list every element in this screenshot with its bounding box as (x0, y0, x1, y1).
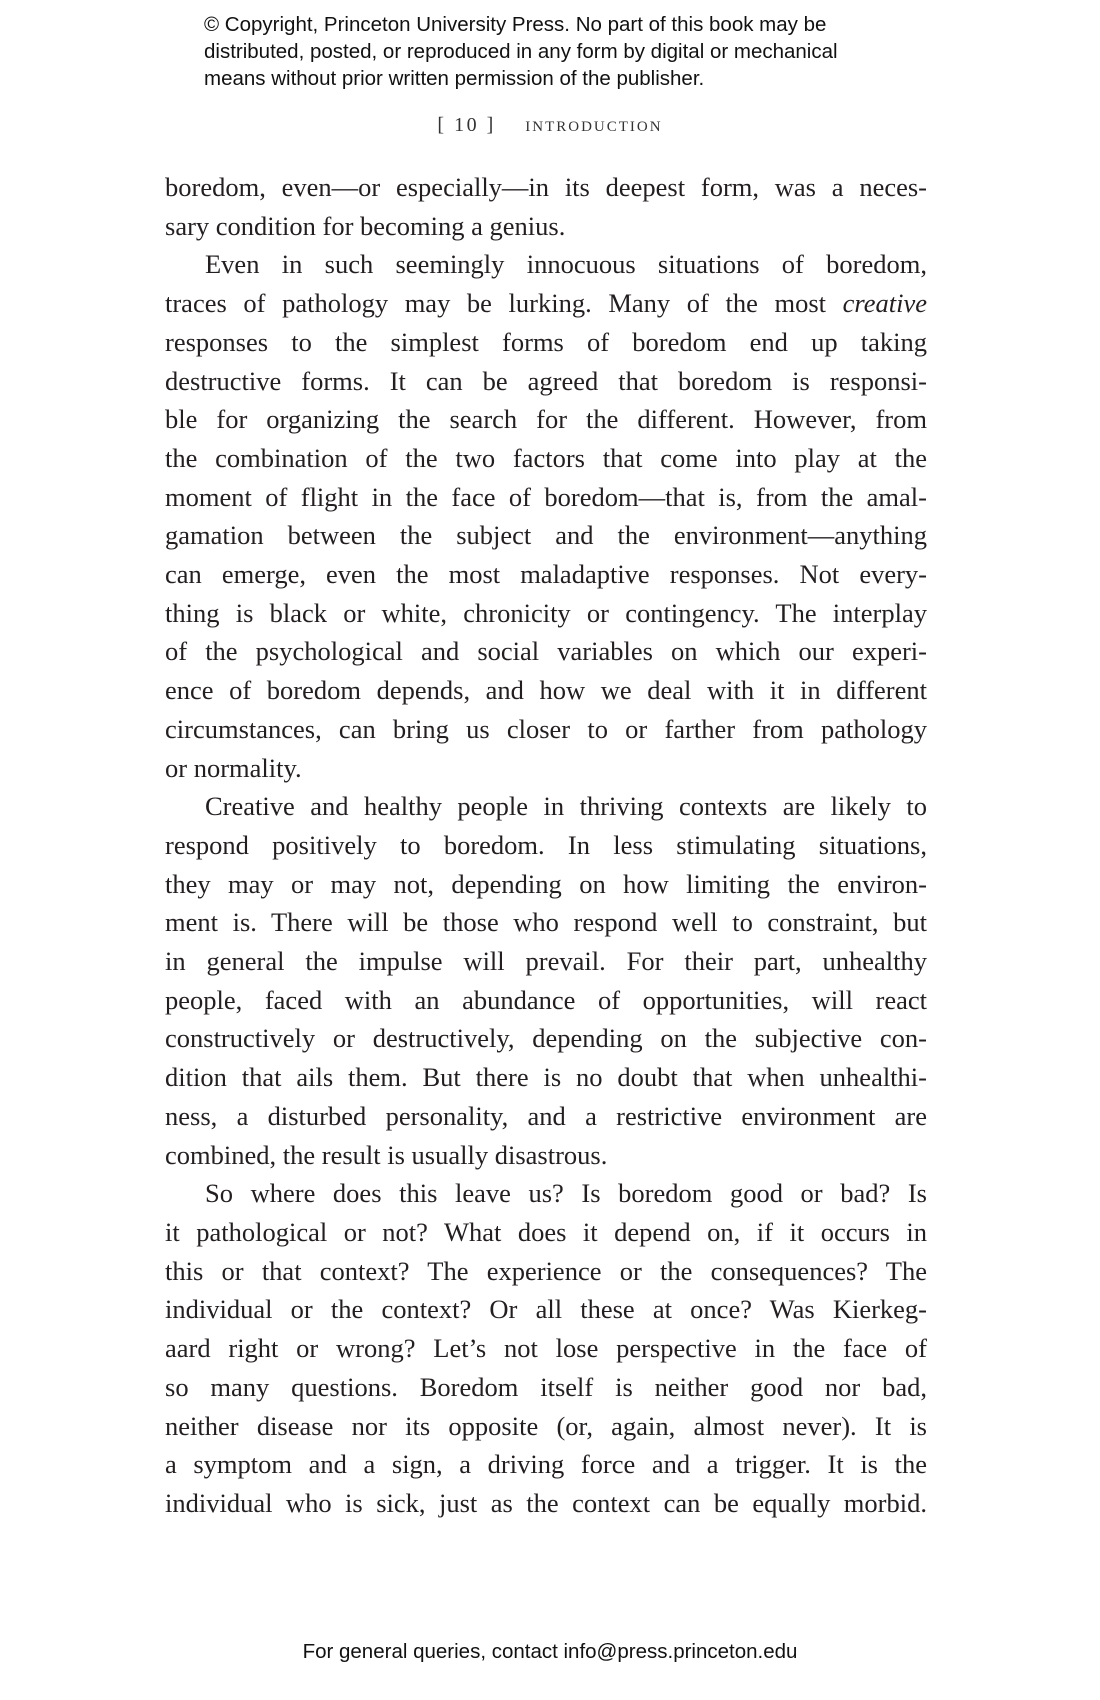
text-line: individual who is sick, just as the context can be equally morbid. (165, 1487, 927, 1518)
text-line: aard right or wrong? Let’s not lose perspective in the face of (165, 1333, 927, 1364)
paragraph (165, 245, 927, 787)
text-line: Even in such seemingly innocuous situations of boredom, (205, 249, 927, 280)
text-line: constructively or destructively, depending on the subjective con- (165, 1023, 927, 1054)
text-line: can emerge, even the most maladaptive responses. Not every- (165, 559, 927, 590)
text-line: So where does this leave us? Is boredom good or bad? Is (205, 1178, 927, 1209)
text-line: traces of pathology may be lurking. Many of the most creative (165, 288, 927, 319)
text-line: they may or may not, depending on how limiting the environ- (165, 868, 927, 899)
text-line: this or that context? The experience or the consequences? The (165, 1255, 927, 1286)
text-line: thing is black or white, chronicity or contingency. The interplay (165, 597, 927, 628)
text-line: ment is. There will be those who respond well to constraint, but (165, 907, 927, 938)
text-line: or normality. (165, 752, 302, 783)
text-line: individual or the context? Or all these at once? Was Kierkeg- (165, 1294, 927, 1325)
text-line: boredom, even—or especially—in its deepest form, was a neces- (165, 172, 927, 202)
text-line: responses to the simplest forms of boredom end up taking (165, 326, 927, 357)
body-text (165, 168, 927, 1523)
copyright-notice (204, 11, 964, 92)
footer-contact: For general queries, contact info@press.princeton.edu (302, 1640, 798, 1663)
text-line: a symptom and a sign, a driving force and a trigger. It is the (165, 1449, 927, 1480)
copyright-line: © Copyright, Princeton University Press. No part of this book may be (204, 13, 827, 36)
text-line: neither disease nor its opposite (or, again, almost never). It is (165, 1410, 927, 1441)
paragraph (165, 168, 927, 245)
text-line: moment of flight in the face of boredom—that is, from the amal- (165, 481, 927, 512)
text-line: people, faced with an abundance of opportunities, will react (165, 984, 927, 1015)
text-line: ble for organizing the search for the different. However, from (165, 404, 927, 435)
paragraph (165, 787, 927, 1174)
text-line: ence of boredom depends, and how we deal with it in different (165, 675, 927, 706)
section-title: introduction (525, 112, 663, 136)
text-line: gamation between the subject and the environment—anything (165, 520, 927, 551)
text-line: combined, the result is usually disastrous. (165, 1139, 608, 1170)
paragraph (165, 1174, 927, 1522)
text-line: in general the impulse will prevail. For their part, unhealthy (165, 946, 927, 977)
text-line: circumstances, can bring us closer to or farther from pathology (165, 713, 927, 744)
copyright-line: distributed, posted, or reproduced in any form by digital or mechanical (204, 40, 838, 63)
running-head (0, 112, 1100, 137)
text-line: ness, a disturbed personality, and a restrictive environment are (165, 1100, 927, 1131)
text-line: respond positively to boredom. In less stimulating situations, (165, 829, 927, 860)
text-line: dition that ails them. But there is no doubt that when unhealthi- (165, 1062, 927, 1093)
text-line: destructive forms. It can be agreed that boredom is responsi- (165, 365, 927, 396)
emphasis: creative (842, 288, 927, 319)
text-line: sary condition for becoming a genius. (165, 210, 566, 241)
text-line: so many questions. Boredom itself is neither good nor bad, (165, 1371, 927, 1402)
text-line: Creative and healthy people in thriving contexts are likely to (205, 791, 927, 822)
text-line: it pathological or not? What does it depend on, if it occurs in (165, 1216, 927, 1247)
page-number: [ 10 ] (437, 114, 496, 136)
copyright-line: means without prior written permission of the publisher. (204, 67, 705, 90)
text-line: of the psychological and social variables on which our experi- (165, 636, 927, 667)
text-line: the combination of the two factors that come into play at the (165, 442, 927, 473)
